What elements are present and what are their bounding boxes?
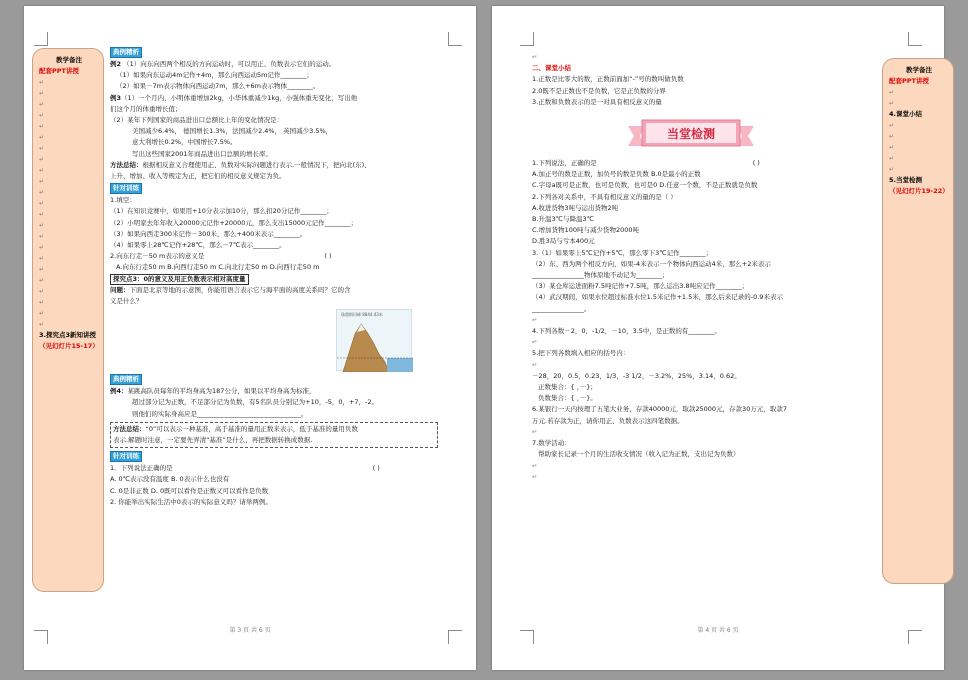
page-footer: 第 4 页 共 6 页 <box>697 627 739 634</box>
fraction-value: -1/2 <box>591 327 605 336</box>
crop-mark <box>34 32 48 46</box>
crop-mark <box>520 32 534 46</box>
answer-paren: ( ) <box>752 159 760 168</box>
paragraph-mark: ↵ <box>532 472 538 481</box>
paragraph-mark: ↵ <box>532 360 538 369</box>
text-line: －28，20，0.5，0.23， <box>532 371 606 380</box>
page-4-body <box>532 52 878 483</box>
quiz-banner <box>628 116 754 152</box>
text-line: ，－10，3.5中，是正数的有________。 <box>604 327 721 336</box>
text-line: ，－3.2%，25%，3.14，0.62。 <box>641 371 741 380</box>
text-line: 2. 你能举出实际生活中0表示的实际意义吗？请举两例。 <box>110 497 272 506</box>
answer-paren: ( ) <box>372 464 380 473</box>
text-line: 万元.若存款为正，请你用正、负数表示这四笔数据。 <box>532 416 684 425</box>
crop-mark <box>448 32 462 46</box>
mountain-sea-level-figure <box>336 309 412 371</box>
method-summary-label: 方法总结： <box>110 160 143 169</box>
section-tag: 针对训练 <box>110 183 142 194</box>
sidebar-note-ref: （见幻灯片19-22） <box>889 187 949 195</box>
paragraph-marks: ↵ ↵ <box>889 89 895 107</box>
paragraph-marks: ↵ ↵ ↵ ↵ ↵ <box>889 122 895 173</box>
teaching-notes-sidebar <box>32 48 104 592</box>
choice-line: A.向东行走50 m B.向西行走50 m C.向北行走50 m D.向西行走50 m <box>116 263 320 272</box>
choice-line: A.收进货物3吨与运出货物2吨 <box>532 203 619 212</box>
page-footer: 第 3 页 共 6 页 <box>229 627 271 634</box>
paragraph-mark: ↵ <box>532 53 538 61</box>
text-line: 1.填空： <box>110 196 136 205</box>
paragraph-mark: ↵ <box>532 461 538 470</box>
example-label: 例4： <box>110 387 128 396</box>
choice-line: B.升温3℃与降温3℃ <box>532 215 594 224</box>
text-line: （3）如果向西走300米记作－300米，那么+400米表示________。 <box>110 229 307 238</box>
text-line: ________________。 <box>532 304 591 313</box>
example-label: 例3 <box>110 93 122 102</box>
text-line: 7.数学活动： <box>532 439 571 448</box>
sidebar-note-test: 5.当堂检测 <box>889 176 922 184</box>
text-line: 根据相反意义合理使用正、负数对实际问题进行表示.一般情况下，把向北(东)、 <box>142 160 371 169</box>
crop-mark <box>908 32 922 46</box>
choice-line: D.胜3局与亏本400元 <box>532 237 595 246</box>
section-tag: 针对训练 <box>110 451 142 462</box>
text-line: 5.把下列各数填入相应的括号内： <box>532 349 630 358</box>
text-line: （2）东、西为两个相反方向，如果-4米表示一个物体向西运动4米，那么+2米表示 <box>532 259 771 268</box>
text-line: 美国减少6.4%， 德国增长1.3%，法国减少2.4%， 英国减少3.5%， <box>132 127 333 136</box>
text-line: （3）某仓库运进面粉7.5吨记作+7.5吨，那么运出3.8吨应记作________； <box>532 282 749 291</box>
text-line: ________________物体原地不动记为________； <box>532 271 669 280</box>
answer-paren: ( ) <box>324 252 332 261</box>
positive-set-line: 正数集合：{ ，···}； <box>538 383 597 392</box>
text-line: 帮助家长记录一个月的生活收支情况（收入记为正数，支出记为负数） <box>538 450 740 459</box>
section-tag: 典例精析 <box>110 47 142 58</box>
paragraph-mark: ↵ <box>532 427 538 436</box>
sidebar-note-summary: 4.课堂小结 <box>889 110 922 118</box>
choice-line: C.增加货物100吨与减少货物2000吨 <box>532 226 640 235</box>
document-page-3 <box>24 6 476 670</box>
figure-caption: 珠穆朗玛峰 8844.43米 <box>341 312 383 318</box>
text-line: 3.正数和负数表示的是一对具有相反意义的量 <box>532 97 662 106</box>
text-line: 下面是北京等地的示意图，你能用语言表示它与海平面的高度关系吗？它的含 <box>129 285 351 294</box>
choice-line: C. 0是非正数 D. 0既可以看作是正数又可以看作是负数 <box>110 486 269 495</box>
fraction-value: 1/3 <box>605 371 617 380</box>
text-line: 某跳高队员每年的平均身高为187公分，如果以平均身高为标准， <box>127 387 316 396</box>
text-line: 超过部分记为正数，不足部分记为负数，有5名队员分别记为+10，-5，0，+7，-2。 <box>132 398 379 407</box>
text-line: 写出这些国家2001年商品进出口总额的增长率。 <box>132 149 273 158</box>
question-label: 问题： <box>110 285 130 294</box>
fraction-value: -3 1/2 <box>622 371 642 380</box>
text-line: 们这个月的体重增长值； <box>110 104 182 113</box>
sidebar-note-label: 3.探究点3新知讲授 <box>39 331 97 339</box>
paragraph-mark: ↵ <box>532 315 538 324</box>
text-line: （1）向东向西两个相反的方向运动时，可以用正、负数表示它们的运动。 <box>123 60 336 68</box>
text-line: “0”可以表示一种基准，高于基准的量用正数来表示，低于基准的量用负数 <box>145 424 358 433</box>
sidebar-title: 教学备注 <box>906 66 932 74</box>
document-page-4 <box>492 6 949 670</box>
choice-line: A. 0℃表示没有温度 B. 0表示什么也没有 <box>110 475 230 484</box>
method-summary-box <box>110 422 438 448</box>
text-line: 4.下列各数－2，0， <box>532 327 592 336</box>
text-line: 1.下列说法，正确的是 <box>532 159 597 168</box>
example-label: 例2 <box>110 60 122 68</box>
text-line: （1）如果向东运动4m记作+4m，那么向西运动5m记作________； <box>116 71 313 80</box>
banner-title: 当堂检测 <box>666 127 715 142</box>
sidebar-title: 教学备注 <box>56 56 82 64</box>
teaching-notes-sidebar <box>882 58 954 584</box>
text-line: 3.（1）如果零上5℃记作+5℃，那么零下3℃记作________； <box>532 248 713 257</box>
text-line: （2）小明家去年年收入20000元记作+20000元，那么支出15000元记作________； <box>110 218 358 227</box>
section-heading: 二、课堂小结 <box>532 64 571 73</box>
text-line: 6.某银行一天内按理了五笔大业务，存款40000元，取款25000元，存款30万元，取款7 <box>532 405 787 414</box>
text-line: （2）如果－7m表示物体向西运动7m，那么+6m表示物体________。 <box>116 82 320 91</box>
choice-line: A.加正号的数是正数，加负号的数是负数 B.0是最小的正数 <box>532 170 701 179</box>
paragraph-mark: ↵ <box>532 338 538 347</box>
sidebar-subtitle: 配套PPT讲授 <box>889 77 929 85</box>
text-line: （4）如果零上28℃记作+28℃，那么－7℃表示________。 <box>110 241 286 250</box>
text-line: （4）武汉期间，如果水位超过标准水位1.5米记作+1.5米，那么后来记录的-0.9米表示 <box>532 293 783 302</box>
paragraph-marks: ↵ ↵ ↵ ↵ ↵ ↵ ↵ ↵ ↵ ↵ ↵ ↵ ↵ ↵ ↵ ↵ ↵ ↵ ↵ ↵ ↵ ↵ ↵ <box>39 79 45 328</box>
section-tag: 典例精析 <box>110 374 142 385</box>
text-line: 1．下列说法正确的是 <box>110 464 173 473</box>
choice-line: C.字母a既可是正数，也可是负数，也可是0 D.任意一个数，不是正数就是负数 <box>532 181 758 190</box>
text-line: 2.向东行走－50 m表示的意义是 <box>110 252 205 261</box>
text-line: 义是什么？ <box>110 297 143 306</box>
method-summary-label: 方法总结： <box>113 424 146 433</box>
negative-set-line: 负数集合：{ ，···}。 <box>538 394 597 403</box>
text-line: 2.下列各对关系中，不具有相反意义的量的是（ ） <box>532 192 677 201</box>
explore-point-heading: 探究点3：0的意义及用正负数表示相对高度量 <box>110 274 249 285</box>
text-line: 1.正数是比零大的数，正数前面加“-”号的数叫做负数 <box>532 75 684 84</box>
text-line: 表示.解题时注意，一定要先弄清“基准”是什么，再把数据转换成数据. <box>113 436 313 445</box>
text-line: ， <box>616 371 623 380</box>
text-line: （1）在知识竞赛中，如果用+10分表示加10分，那么扣20分记作________； <box>110 207 333 216</box>
text-line: 2.0既不是正数也不是负数，它是正负数的分界 <box>532 86 666 95</box>
sidebar-note-ref: （见幻灯片15-17） <box>39 342 99 350</box>
text-line: 上升、增加、收入等规定为正，把它们的相反意义规定为负。 <box>110 172 286 181</box>
text-line: 则他们的实际身高应是________________________________。 <box>132 409 308 418</box>
sidebar-subtitle: 配套PPT讲授 <box>39 67 79 75</box>
text-line: （1）一个月内，小明体重增加2kg，小华体重减少1kg，小强体重无变化，写出他 <box>121 93 358 102</box>
text-line: 意大利增长0.2%，中国增长7.5%。 <box>132 138 237 147</box>
text-line: （2）某年下列国家的商品进出口总额比上年的变化情况是： <box>110 116 284 125</box>
page-3-body <box>110 46 438 508</box>
